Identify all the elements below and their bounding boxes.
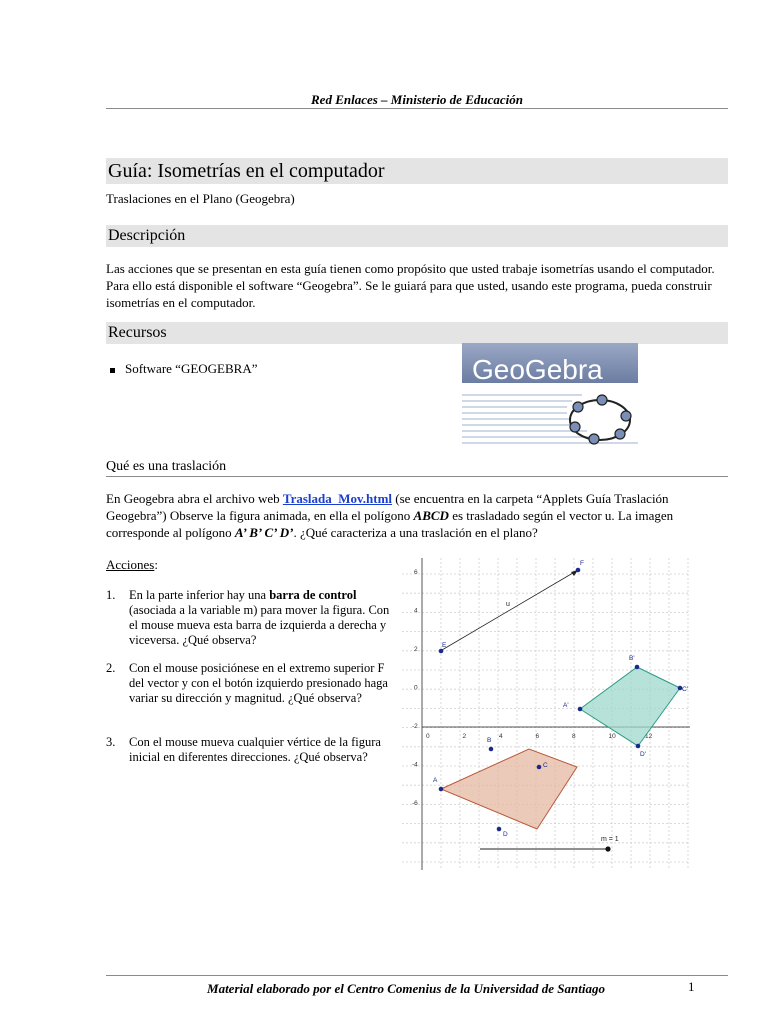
y-tick-label: 4 (414, 607, 418, 615)
slider-handle[interactable] (605, 846, 610, 851)
geogebra-logo (462, 343, 638, 445)
graph-point[interactable] (439, 649, 444, 654)
y-tick-label: 0 (414, 684, 418, 692)
graph-point-label: A (433, 777, 438, 784)
y-tick-label: 2 (414, 646, 418, 653)
graph-point-label: E (442, 642, 447, 649)
geogebra-graph[interactable] (402, 558, 690, 870)
step-number: 2. (106, 661, 116, 675)
step-number: 3. (106, 735, 116, 749)
y-tick-label: 6 (414, 569, 418, 576)
vector-label: u (506, 601, 510, 608)
vector-u[interactable] (442, 570, 578, 650)
recursos-item-label: Software “GEOGEBRA” (125, 361, 258, 376)
acciones-label: Acciones (106, 557, 155, 572)
traslada-mov-link[interactable]: Traslada_Mov.html (282, 491, 393, 506)
x-tick-label: 2 (462, 733, 467, 740)
graph-point[interactable] (576, 568, 581, 573)
section-recursos: Recursos (106, 322, 728, 344)
graph-point[interactable] (489, 747, 494, 752)
traslacion-divider (106, 476, 728, 477)
footer-divider (106, 975, 728, 976)
intro-text-4: . ¿Qué caracteriza a una traslación en el plano? (293, 525, 538, 540)
graph-point[interactable] (497, 827, 502, 832)
graph-point-label: D (503, 831, 508, 838)
y-tick-label: -6 (412, 800, 418, 807)
y-tick-label: -4 (412, 761, 418, 769)
geogebra-logo-text: GeoGebra (472, 354, 603, 385)
polygon-prime: A’ B’ C’ D’ (234, 525, 294, 540)
x-tick-label: 8 (572, 733, 576, 740)
x-tick-label: 0 (426, 733, 430, 740)
page-number: 1 (688, 979, 695, 994)
intro-paragraph (106, 490, 728, 541)
graph-point-label: C (543, 762, 548, 769)
x-tick-label: 12 (645, 733, 653, 740)
section-traslacion: Qué es una traslación (106, 459, 227, 474)
graph-point-label: A' (563, 702, 569, 709)
polygon-prime-shape[interactable] (580, 667, 680, 746)
intro-text-3: es trasladado según el vector u. La imagen corresponde al polígono (106, 508, 674, 540)
graph-point-label: B (487, 737, 492, 744)
header-divider (106, 108, 728, 109)
intro-text-2: (se encuentra en la carpeta “Applets Guía Traslación Geogebra”) Observe la figura animada, en ella el polígono (106, 491, 669, 523)
x-tick-label: 4 (499, 733, 503, 740)
graph-point[interactable] (635, 665, 640, 670)
graph-point-label: B' (629, 655, 635, 662)
step-1-pre: En la parte inferior hay una (129, 588, 270, 602)
step-2-pre: Con el mouse posiciónese en el extremo superior F del vector y con el botón izquierdo presionado haga variar su dirección y magnitud. ¿Qué observa? (129, 661, 388, 705)
graph-point[interactable] (537, 765, 542, 770)
step-3-pre: Con el mouse mueva cualquier vértice de la figura inicial en diferentes direcciones. ¿Qué observa? (129, 735, 381, 764)
y-tick-label: -2 (412, 723, 418, 730)
step-1-bold: barra de control (269, 588, 357, 602)
x-tick-label: 6 (535, 733, 540, 740)
page-subtitle: Traslaciones en el Plano (Geogebra) (106, 191, 295, 206)
step-text (129, 661, 391, 706)
step-text (129, 735, 391, 765)
step-text (129, 588, 391, 648)
acciones-colon: : (154, 557, 158, 572)
polygon-abcd: ABCD (413, 508, 449, 523)
graph-point-label: C' (682, 686, 688, 693)
section-descripcion: Descripción (106, 225, 728, 247)
graph-point-label: F (580, 560, 584, 567)
page-footer: Material elaborado por el Centro Comenius de la Universidad de Santiago (207, 981, 605, 996)
step-1-post: (asociada a la variable m) para mover la figura. Con el mouse mueva esta barra de izquierda a derecha y viceversa. ¿Qué observa? (129, 603, 390, 647)
page-title: Guía: Isometrías en el computador (106, 158, 728, 184)
x-tick-label: 10 (608, 733, 616, 740)
slider-label: m = 1 (601, 836, 619, 843)
graph-point[interactable] (439, 787, 444, 792)
polygon-abcd-shape[interactable] (441, 749, 577, 829)
graph-point[interactable] (578, 707, 583, 712)
recursos-list-item (110, 360, 410, 377)
page-header: Red Enlaces – Ministerio de Educación (311, 92, 523, 107)
descripcion-paragraph: Las acciones que se presentan en esta guía tienen como propósito que usted trabaje isometrías usando el computador. Para ello está disponible el software “Geogebra”. Se le guiará para que usted, usando este programa, pueda construir isometrías en el computador. (106, 261, 715, 310)
intro-text-1: En Geogebra abra el archivo web (106, 491, 283, 506)
step-number: 1. (106, 588, 116, 602)
graph-point-label: D' (640, 751, 646, 758)
bullet-icon (110, 368, 115, 373)
graph-point[interactable] (636, 744, 641, 749)
